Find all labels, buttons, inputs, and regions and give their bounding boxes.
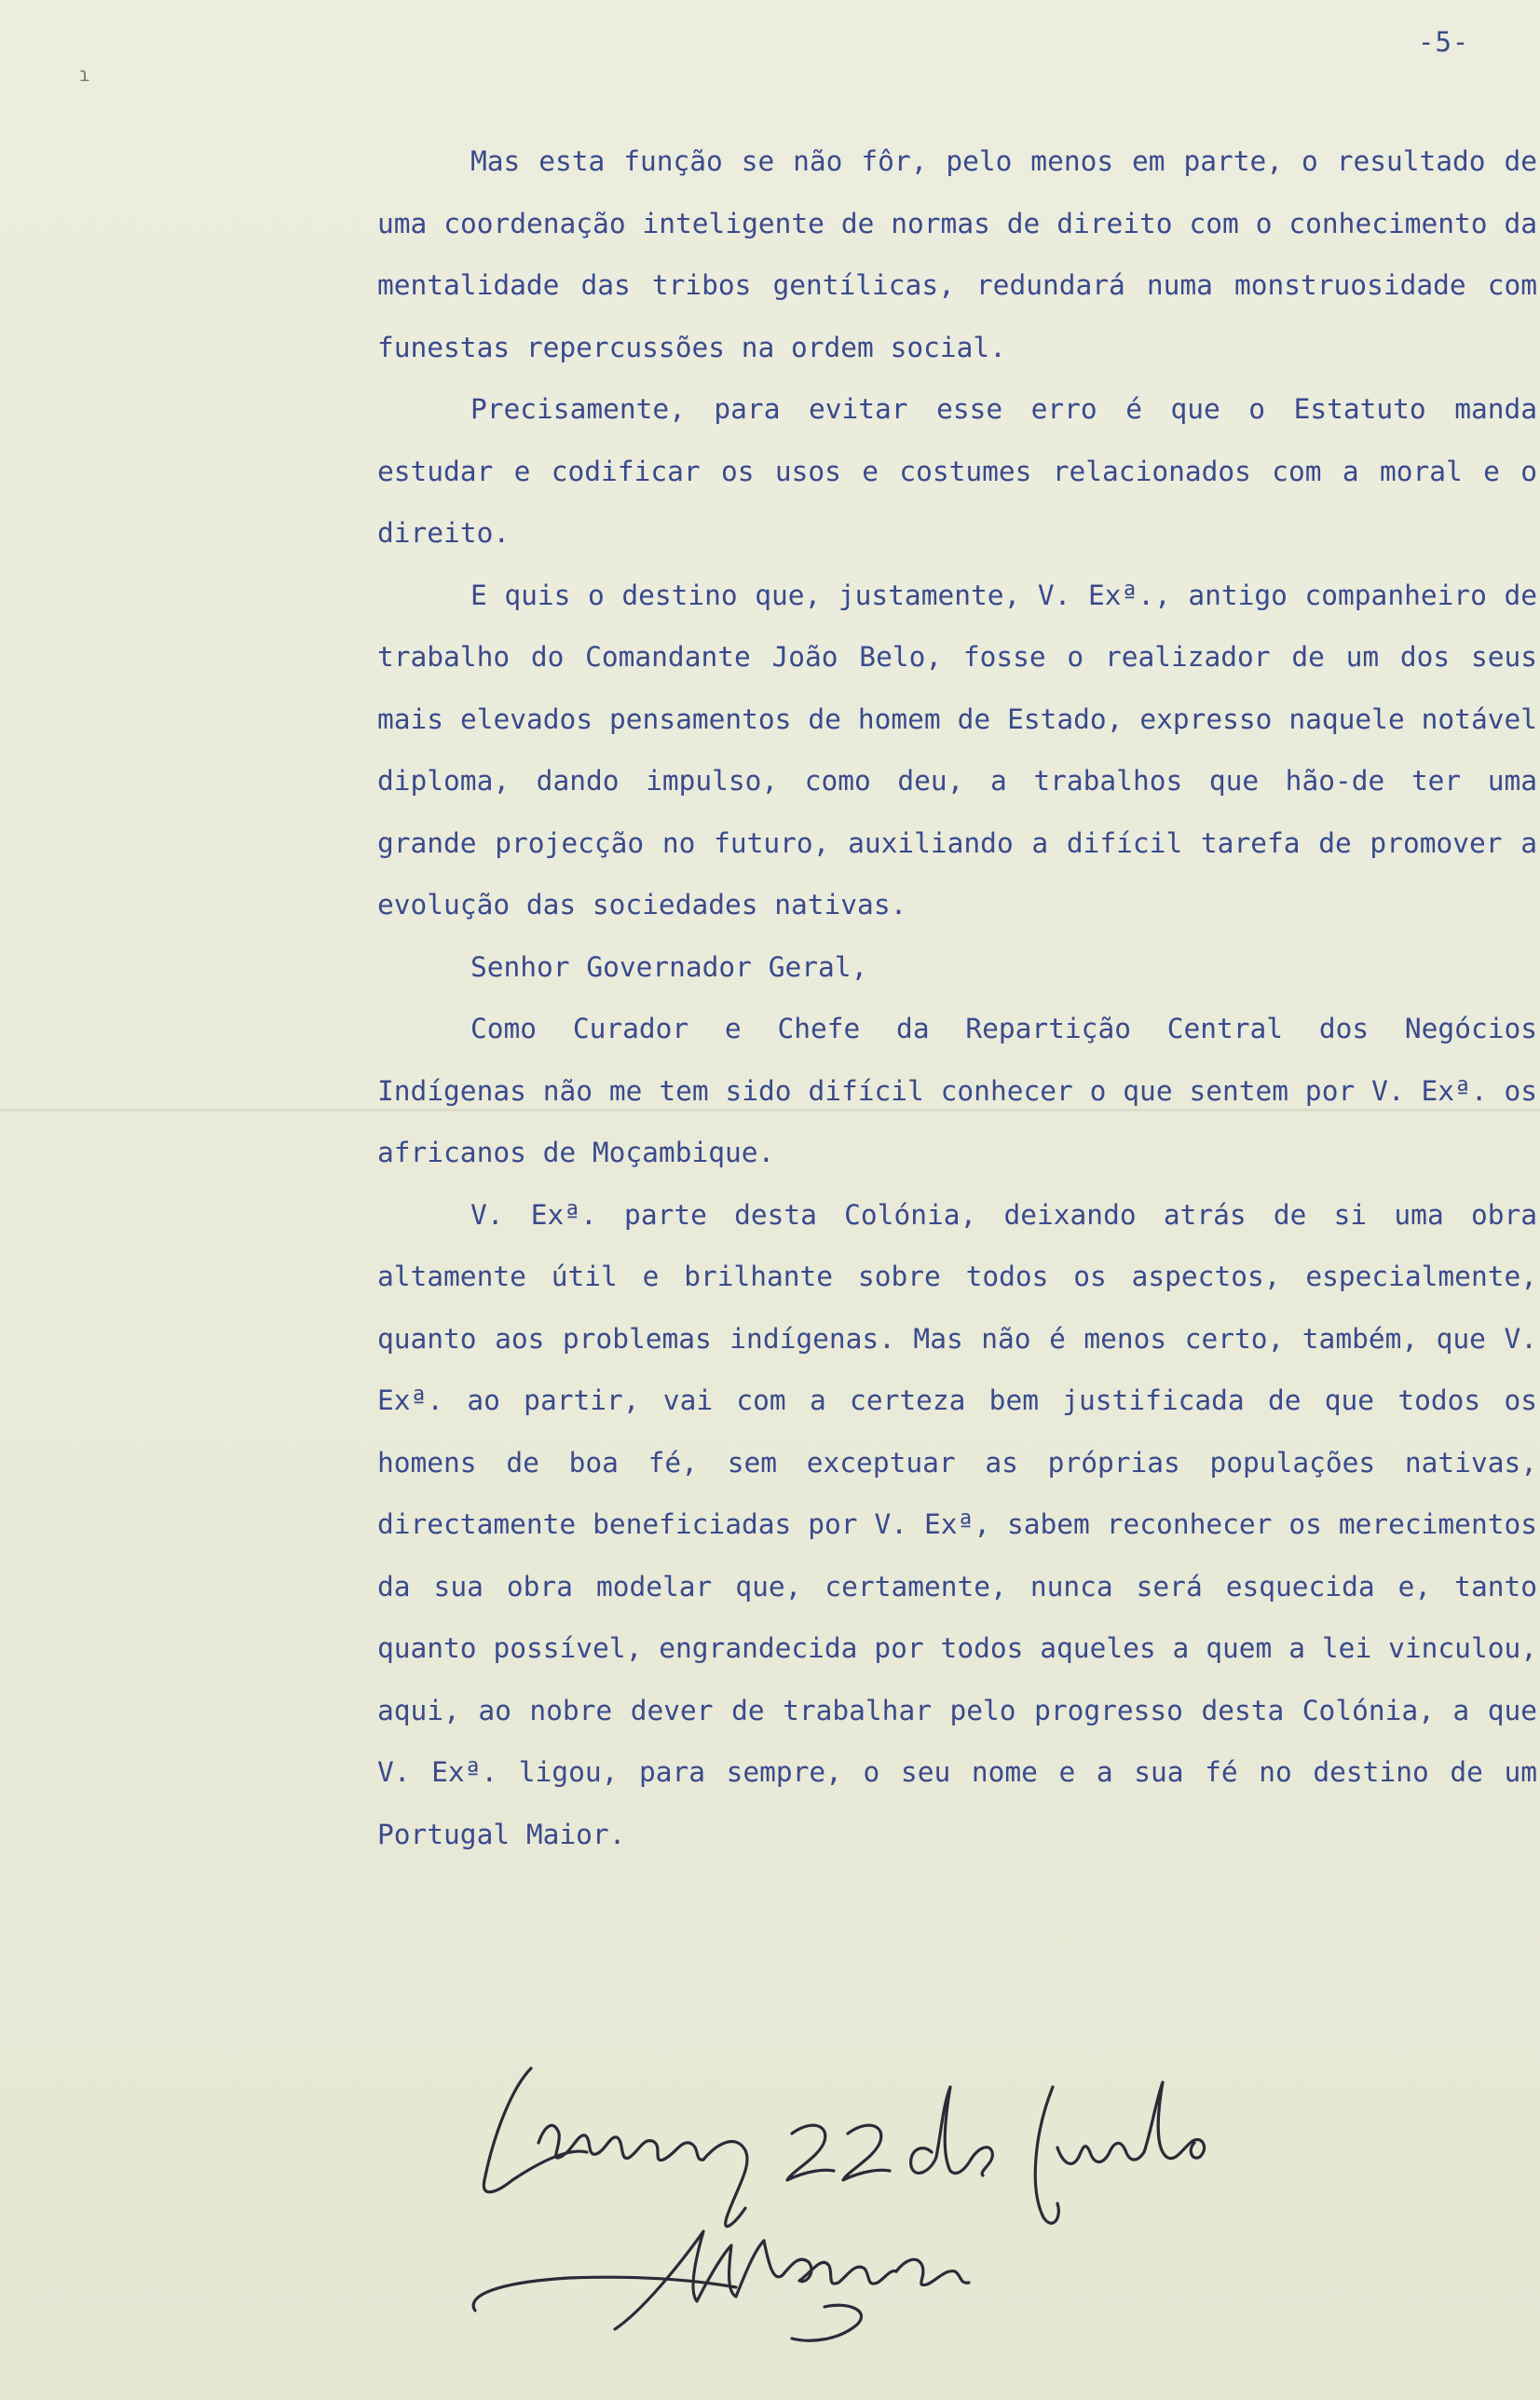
handwritten-date-line <box>484 2068 1204 2227</box>
paragraph-statute: Precisamente, para evitar esse erro é que o Estatuto manda estudar e codificar os usos e costumes relacionados com a moral e o direito. <box>377 393 1537 549</box>
handwritten-closing <box>457 2031 1295 2348</box>
paragraph-departure: V. Exª. parte desta Colónia, deixando atrás de si uma obra altamente útil e brilhante sobre todos os aspectos, especialmente, quanto aos problemas indígenas. Mas não é menos certo, também, que V. Exª. ao partir, vai com a certeza bem justificada de que todos os homens de boa fé, sem exceptuar as próprias populações nativas, directamente beneficiadas por V. Exª, sabem reconhecer os merecimentos da sua obra modelar que, certamente, nunca será esquecida e, tanto quanto possível, engrandecida por todos aqueles a quem a lei vinculou, aqui, ao nobre dever de trabalhar pelo progresso desta Colónia, a que V. Exª. ligou, para sempre, o seu nome e a sua fé no destino de um Portugal Maior. <box>377 1198 1537 1850</box>
letter-body <box>377 130 1537 1865</box>
paragraph-curator: Como Curador e Chefe da Repartição Central dos Negócios Indígenas não me tem sido difícil conhecer o que sentem por V. Exª. os africanos de Moçambique. <box>377 1013 1537 1168</box>
paragraph-destiny: E quis o destino que, justamente, V. Exª., antigo companheiro de trabalho do Comandante João Belo, fosse o realizador de um dos seus mais elevados pensamentos de homem de Estado, expresso naquele notável diploma, dando impulso, como deu, a trabalhos que hão-de ter uma grande projecção no futuro, auxiliando a difícil tarefa de promover a evolução das sociedades nativas. <box>377 579 1537 920</box>
salutation: Senhor Governador Geral, <box>470 950 868 983</box>
handwritten-signature <box>473 2231 969 2340</box>
page-number: -5- <box>1418 26 1470 58</box>
margin-mark: ɿ <box>79 63 91 86</box>
paragraph-function-coordination: Mas esta função se não fôr, pelo menos em parte, o resultado de uma coordenação inteligente de normas de direito com o conhecimento da mentalidade das tribos gentílicas, redundará numa monstruosidade com funestas repercussões na ordem social. <box>377 145 1537 363</box>
